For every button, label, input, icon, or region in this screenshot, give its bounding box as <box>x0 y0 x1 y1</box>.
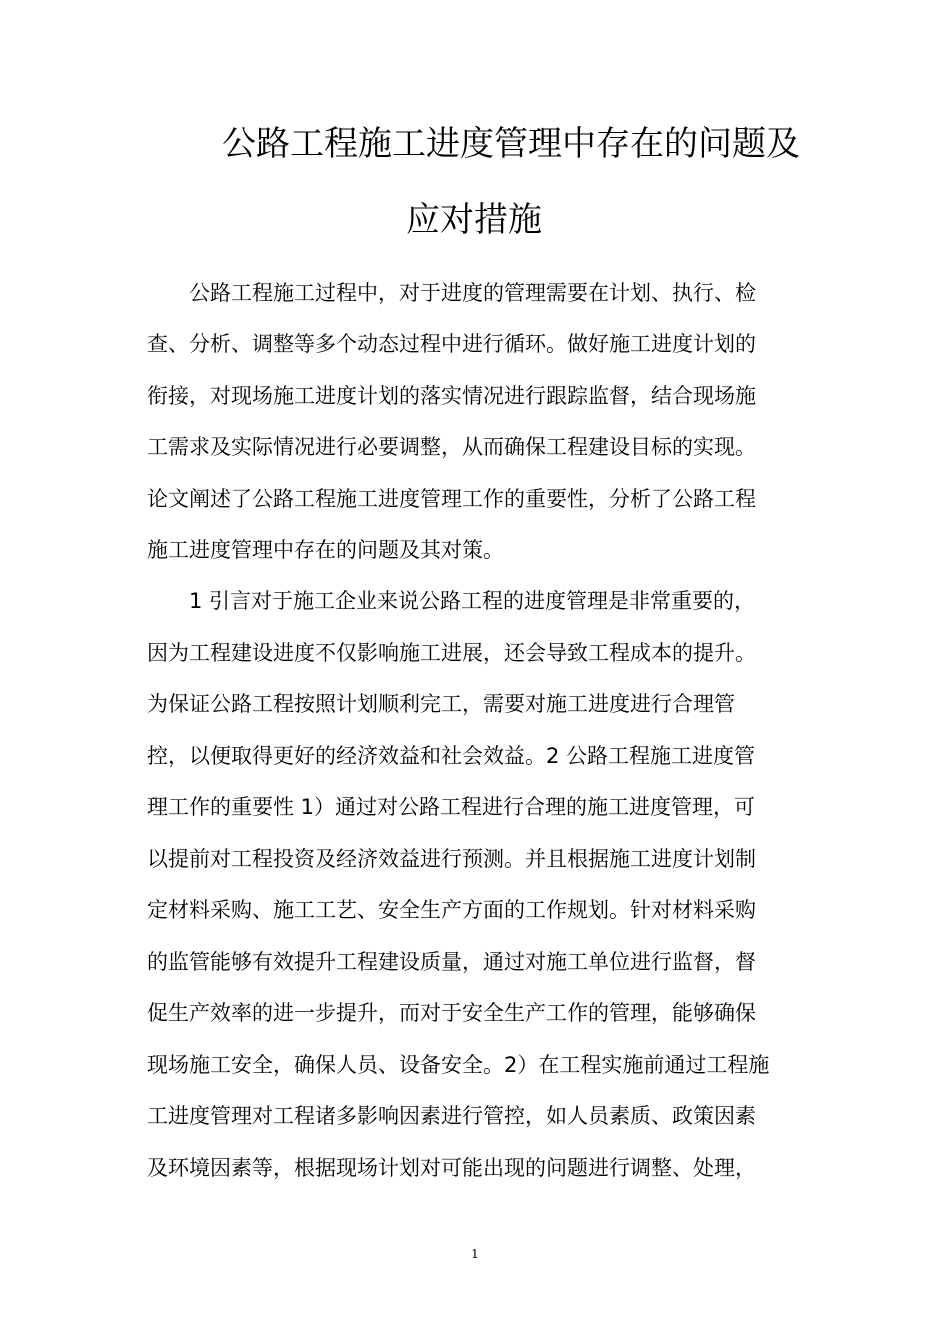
paragraph-line: 定材料采购、施工工艺、安全生产方面的工作规划。针对材料采购 <box>147 898 756 922</box>
paragraph-line: 工进度管理对工程诸多影响因素进行管控，如人员素质、政策因素 <box>147 1104 756 1128</box>
paragraph-line: 施工进度管理中存在的问题及其对策。 <box>147 538 504 562</box>
paragraph-line: 及环境因素等，根据现场计划对可能出现的问题进行调整、处理， <box>147 1156 756 1180</box>
paragraph-line: 1 引言对于施工企业来说公路工程的进度管理是非常重要的， <box>189 589 756 613</box>
paragraph-line: 为保证公路工程按照计划顺利完工，需要对施工进度进行合理管 <box>147 692 735 716</box>
paragraph-line: 公路工程施工过程中，对于进度的管理需要在计划、执行、检 <box>189 281 756 305</box>
paragraph-line: 以提前对工程投资及经济效益进行预测。并且根据施工进度计划制 <box>147 847 756 871</box>
paragraph-line: 论文阐述了公路工程施工进度管理工作的重要性，分析了公路工程 <box>147 487 756 511</box>
paragraph-line: 衔接，对现场施工进度计划的落实情况进行跟踪监督，结合现场施 <box>147 384 756 408</box>
paragraph-line: 控，以便取得更好的经济效益和社会效益。2 公路工程施工进度管 <box>147 744 756 768</box>
paragraph-line: 促生产效率的进一步提升，而对于安全生产工作的管理，能够确保 <box>147 1001 756 1025</box>
paragraph-line: 的监管能够有效提升工程建设质量，通过对施工单位进行监督，督 <box>147 950 756 974</box>
title-line-2: 应对措施 <box>406 200 542 240</box>
page-number: 1 <box>471 1247 479 1261</box>
paragraph-line: 现场施工安全，确保人员、设备安全。2）在工程实施前通过工程施 <box>147 1053 770 1077</box>
paragraph-line: 因为工程建设进度不仅影响施工进展，还会导致工程成本的提升。 <box>147 641 756 665</box>
paragraph-line: 工需求及实际情况进行必要调整，从而确保工程建设目标的实现。 <box>147 435 756 459</box>
paragraph-line: 理工作的重要性 1）通过对公路工程进行合理的施工进度管理，可 <box>147 795 756 819</box>
title-line-1: 公路工程施工进度管理中存在的问题及 <box>222 124 800 164</box>
paragraph-line: 查、分析、调整等多个动态过程中进行循环。做好施工进度计划的 <box>147 332 756 356</box>
